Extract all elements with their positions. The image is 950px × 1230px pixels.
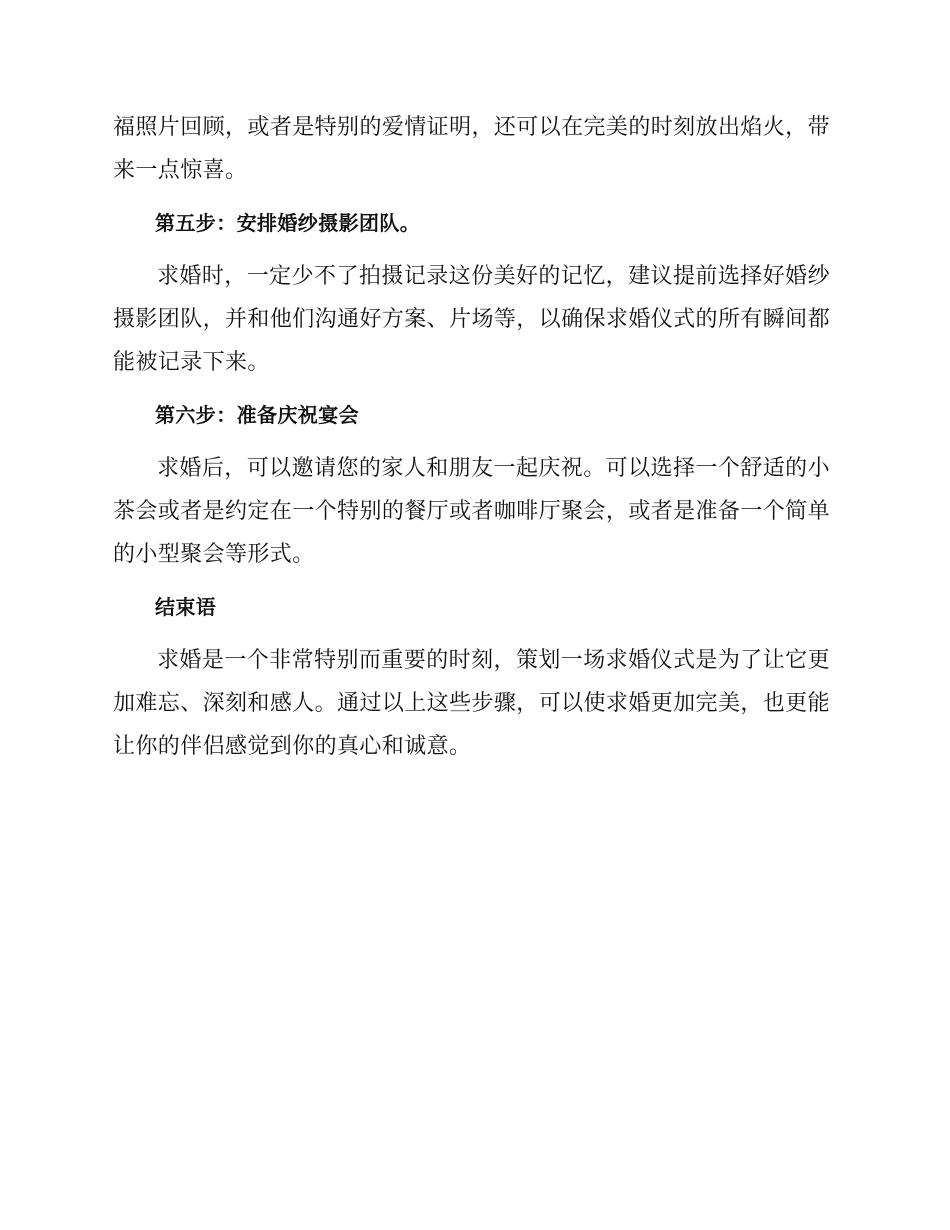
heading-conclusion: 结束语	[155, 595, 217, 619]
heading-step-six: 第六步：准备庆祝宴会	[155, 403, 359, 427]
document-page	[113, 106, 830, 768]
paragraph-conclusion: 求婚是一个非常特别而重要的时刻，策划一场求婚仪式是为了让它更加难忘、深刻和感人。通过以上这些步骤，可以使求婚更加完美，也更能让你的伴侣感觉到你的真心和诚意。	[113, 648, 830, 759]
paragraph-step-five: 求婚时，一定少不了拍摄记录这份美好的记忆，建议提前选择好婚纱摄影团队，并和他们沟通好方案、片场等，以确保求婚仪式的所有瞬间都能被记录下来。	[113, 264, 830, 375]
heading-step-five: 第五步：安排婚纱摄影团队。	[155, 211, 421, 235]
paragraph-continued: 福照片回顾，或者是特别的爱情证明，还可以在完美的时刻放出焰火，带来一点惊喜。	[113, 115, 830, 183]
paragraph-step-six: 求婚后，可以邀请您的家人和朋友一起庆祝。可以选择一个舒适的小茶会或者是约定在一个特别的餐厅或者咖啡厅聚会，或者是准备一个简单的小型聚会等形式。	[113, 456, 830, 567]
